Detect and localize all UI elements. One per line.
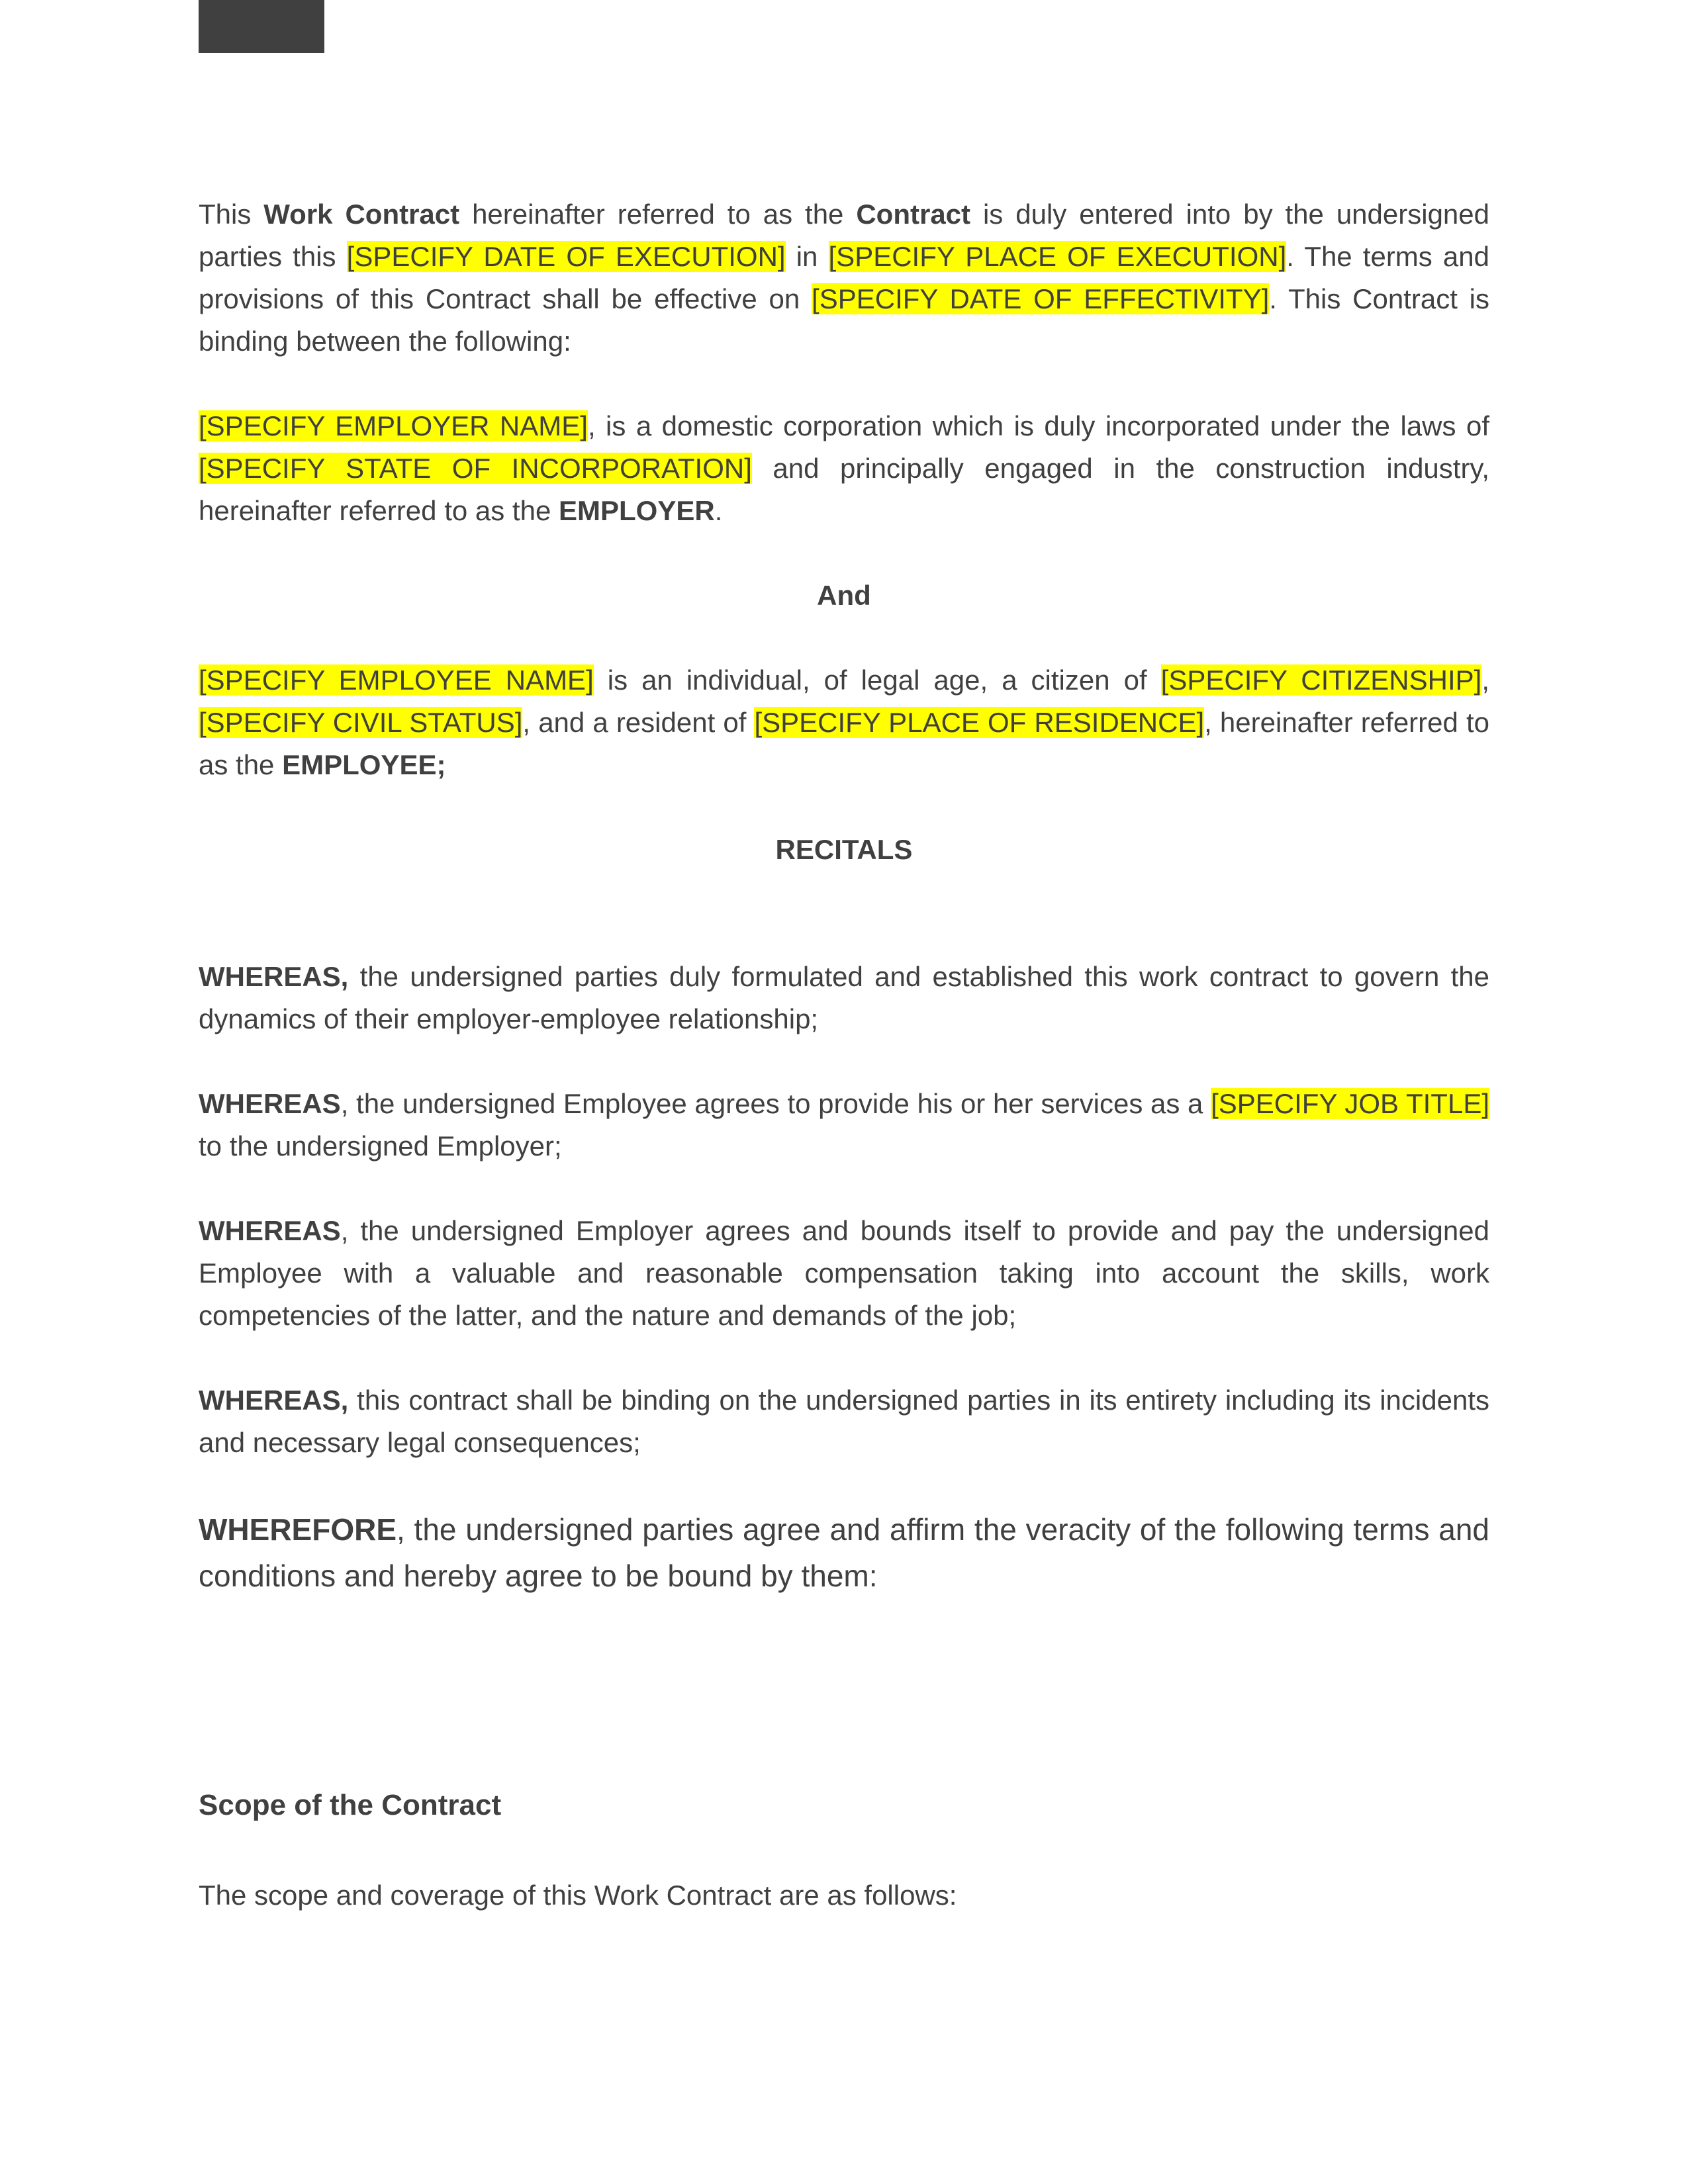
scope-heading: Scope of the Contract	[199, 1789, 502, 1821]
employee-text: ,	[1481, 664, 1489, 696]
scope-text: The scope and coverage of this Work Contract are as follows:	[199, 1880, 957, 1911]
employer-text: .	[714, 495, 723, 526]
employer-text: , is a domestic corporation which is duly incorporated under the laws of	[587, 410, 1489, 441]
term-whereas: WHEREAS	[199, 1088, 341, 1119]
term-whereas: WHEREAS	[199, 1215, 341, 1246]
whereas-paragraph-3	[199, 1210, 1489, 1337]
whereas-text: , the undersigned Employee agrees to provide his or her services as a	[340, 1088, 1211, 1119]
term-whereas: WHEREAS,	[199, 1385, 349, 1416]
placeholder-date-of-effectivity[interactable]: [SPECIFY DATE OF EFFECTIVITY]	[812, 283, 1270, 314]
employee-text: , and a resident of	[522, 707, 755, 738]
whereas-text: , the undersigned Employer agrees and bounds itself to provide and pay the undersigned Employee with a valuable and reasonable compensation taking into account the skills, work competencies of the latter, and the nature and demands of the job;	[199, 1215, 1489, 1331]
placeholder-state-of-incorporation[interactable]: [SPECIFY STATE OF INCORPORATION]	[199, 453, 752, 484]
whereas-paragraph-1	[199, 956, 1489, 1040]
whereas-text: to the undersigned Employer;	[199, 1130, 562, 1161]
intro-paragraph	[199, 193, 1489, 363]
whereas-paragraph-4	[199, 1379, 1489, 1464]
recitals-heading	[199, 829, 1489, 871]
placeholder-employer-name[interactable]: [SPECIFY EMPLOYER NAME]	[199, 410, 588, 441]
whereas-paragraph-2	[199, 1083, 1489, 1167]
placeholder-date-of-execution[interactable]: [SPECIFY DATE OF EXECUTION]	[346, 241, 786, 272]
employee-text: , hereinafter referred to as the	[199, 707, 1489, 780]
intro-text: . The terms and provisions of this Contract shall be effective on	[199, 241, 1489, 314]
term-whereas: WHEREAS,	[199, 961, 349, 992]
term-employee: EMPLOYEE;	[282, 749, 446, 780]
intro-text: is duly entered into by the undersigned parties this	[199, 199, 1490, 272]
term-wherefore: WHEREFORE	[199, 1512, 397, 1547]
employer-text: and principally engaged in the construction industry, hereinafter referred to as the	[199, 453, 1489, 526]
intro-text: This	[199, 199, 264, 230]
term-contract: Contract	[856, 199, 971, 230]
wherefore-paragraph	[199, 1506, 1489, 1599]
document-body	[199, 193, 1489, 1917]
placeholder-citizenship[interactable]: [SPECIFY CITIZENSHIP]	[1160, 664, 1482, 696]
employee-paragraph	[199, 659, 1489, 786]
header-tab	[199, 0, 324, 53]
and-text: And	[817, 580, 871, 611]
placeholder-civil-status[interactable]: [SPECIFY CIVIL STATUS]	[199, 707, 523, 738]
intro-text: in	[785, 241, 829, 272]
intro-text: . This Contract is binding between the following:	[199, 283, 1489, 357]
whereas-text: this contract shall be binding on the undersigned parties in its entirety including its incidents and necessary legal consequences;	[199, 1385, 1489, 1458]
placeholder-employee-name[interactable]: [SPECIFY EMPLOYEE NAME]	[199, 664, 594, 696]
placeholder-job-title[interactable]: [SPECIFY JOB TITLE]	[1211, 1088, 1489, 1119]
and-label	[199, 574, 1489, 617]
whereas-text: the undersigned parties duly formulated and established this work contract to govern the dynamics of their employer-employee relationship;	[199, 961, 1489, 1034]
intro-text: hereinafter referred to as the	[459, 199, 857, 230]
recitals-text: RECITALS	[775, 834, 913, 865]
placeholder-place-of-residence[interactable]: [SPECIFY PLACE OF RESIDENCE]	[754, 707, 1205, 738]
wherefore-text: , the undersigned parties agree and affirm the veracity of the following terms and conditions and hereby agree to be bound by them:	[199, 1512, 1489, 1593]
term-employer: EMPLOYER	[558, 495, 715, 526]
placeholder-place-of-execution[interactable]: [SPECIFY PLACE OF EXECUTION]	[828, 241, 1287, 272]
employer-paragraph	[199, 405, 1489, 532]
employee-text: is an individual, of legal age, a citizen of	[593, 664, 1161, 696]
term-work-contract: Work Contract	[263, 199, 460, 230]
